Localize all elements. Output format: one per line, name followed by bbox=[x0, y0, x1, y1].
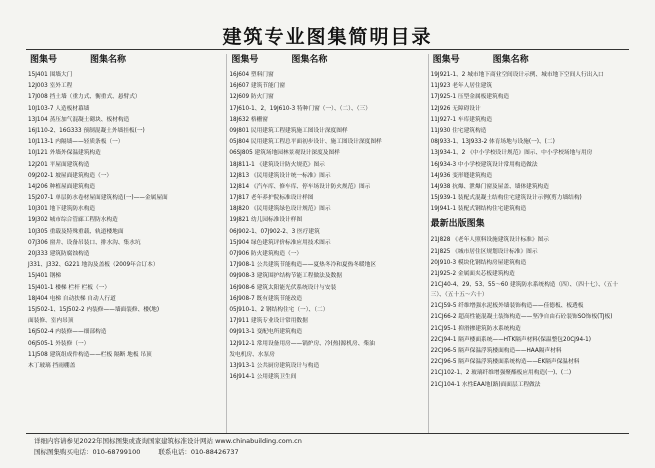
catalog-item: 12J912-1 常用设备用房——锅炉房、冷(热)源机房、柴油 bbox=[229, 340, 375, 347]
catalog-item: 10J121 外墙外保温建筑构造 bbox=[28, 150, 101, 157]
footer-website-note: 详细内容请参见2022年国标图集或查询国家建筑标准设计网站 www.chinabuilding.com.cn bbox=[34, 437, 302, 445]
catalog-list bbox=[227, 70, 427, 383]
catalog-item: 09J908-3 建筑围护结构节能工程做法及数据 bbox=[229, 273, 342, 280]
catalog-item: 15J904 绿色建筑评价标准应用技术图示 bbox=[229, 239, 331, 246]
catalog-item: 19J302 城市综合管廊工程防水构造 bbox=[28, 217, 118, 224]
catalog-item: 19J821 幼儿园标准设计样图 bbox=[229, 217, 303, 224]
catalog-item: 16J502-4 内装修——细部构造 bbox=[28, 329, 107, 336]
catalog-item: 12J201 平屋面建筑构造 bbox=[28, 161, 90, 168]
catalog-item: 发电机房、水泵房 bbox=[229, 351, 275, 358]
catalog-item: 10J305 重载及特殊重载、轨道楼地面 bbox=[28, 228, 124, 235]
catalog-item: 13J104 蒸压加气混凝土砌块、板材构造 bbox=[28, 116, 130, 123]
header-number: 图集号 bbox=[432, 55, 460, 65]
catalog-item: 21CJ102-1、2 玻璃纤维增强聚酯板应用构造(一)、(二) bbox=[430, 370, 572, 377]
catalog-item: 10J301 地下建筑防水构造 bbox=[28, 206, 96, 213]
catalog-item: 21J828 《老年人照料设施建筑设计标准》图示 bbox=[430, 237, 549, 244]
catalog-item: 面装修、室内吊顶 bbox=[28, 318, 74, 325]
catalog-item: 18J811-1 《建筑设计防火规范》图示 bbox=[229, 161, 325, 168]
latest-catalog-list bbox=[429, 235, 629, 390]
catalog-item: 17J911 建筑专业设计常用数据 bbox=[229, 318, 308, 325]
catalog-item: 11J927-1 车库建筑构造 bbox=[430, 116, 493, 123]
header-name: 图集名称 bbox=[492, 55, 529, 65]
catalog-item: 06J902-1、07J902-2、3 医疗建筑 bbox=[229, 228, 320, 235]
catalog-item: 12J814 《汽车库、修车库、停车场设计防火规范》图示 bbox=[229, 183, 371, 190]
catalog-item: 16J604 塑料门窗 bbox=[229, 72, 274, 78]
bottom-divider bbox=[26, 433, 629, 434]
catalog-item: 09J913-1 变配电所建筑构造 bbox=[229, 329, 303, 336]
catalog-column-3 bbox=[428, 54, 629, 434]
catalog-item: 11J923 老年人居住建筑 bbox=[430, 83, 493, 90]
top-divider bbox=[26, 49, 629, 50]
catalog-item: J331、J332、G221 地沟及盖板（2009年合订本） bbox=[28, 262, 159, 269]
catalog-item: 06J505-1 外装修（一） bbox=[28, 340, 90, 347]
catalog-list bbox=[26, 70, 226, 372]
header-number: 图集号 bbox=[30, 55, 58, 65]
catalog-item: 09J801 民用建筑工程建筑施工图设计深度图样 bbox=[229, 127, 348, 134]
catalog-item: 21CJ95-1 抑滑掺建筑防水系统构造 bbox=[430, 325, 521, 332]
header-name: 图集名称 bbox=[90, 55, 127, 65]
catalog-item: 16J908-6 建筑太阳能光伏系统设计与安装 bbox=[229, 284, 337, 291]
catalog-item: 14J936 变形缝建筑构造 bbox=[430, 172, 493, 179]
catalog-item: 21CJ104-1 水性EAA地(路)面面层工程做法 bbox=[430, 381, 541, 388]
catalog-item: 13J934-1、2 《中小学校设计规范》图示、中小学校场地与用房 bbox=[430, 150, 593, 157]
catalog-item: 17J008 挡土墙（重力式、衡重式、悬臂式） bbox=[28, 94, 141, 101]
catalog-item: 19J921-1、2 城市地下商业空间设计示例、城市地下空间人行出入口 bbox=[430, 72, 604, 78]
catalog-item: 14J938 抗爆、泄爆门窗及屋盖、墙体建筑构造 bbox=[430, 183, 549, 190]
catalog-item: 22CJ94-1 隔声楼面系统——HTK隔声材料(保温整包20CJ94-1) bbox=[430, 336, 591, 343]
catalog-item: 19J941-1 装配式钢结构住宅建筑构造 bbox=[430, 206, 527, 213]
catalog-item: 11J508 建筑组成件构造——栏板 隔断 地板 吊顶 bbox=[28, 351, 152, 358]
catalog-item: 16J908-7 既有建筑节能改造 bbox=[229, 295, 303, 302]
catalog-item: 21J925-2 金属面夹芯板建筑构造 bbox=[430, 271, 515, 277]
catalog-item: 12J926 无障碍设计 bbox=[430, 105, 481, 112]
catalog-item: 12J813 《民用建筑设计统一标准》图示 bbox=[229, 172, 331, 179]
catalog-item: 17J908-1 公共建筑节能构造——夏热冬冷和夏热冬暖地区 bbox=[229, 262, 377, 269]
column-header bbox=[26, 54, 226, 66]
catalog-item: 15J401 钢梯 bbox=[28, 273, 61, 280]
catalog-item: 18J632 格栅窗 bbox=[229, 116, 268, 123]
catalog-item: 22CJ96-5 隔声保温浮筑楼面构造——HAA隔声材料 bbox=[430, 347, 562, 354]
catalog-item: 15J401 围墙大门 bbox=[28, 72, 73, 78]
catalog-item: 木丁玻璃 挡雨棚盖 bbox=[28, 362, 76, 369]
catalog-item: 20J910-3 模块化钢结构房屋建筑构造 bbox=[430, 259, 527, 266]
catalog-item: 21CJ59-5 纤维增强水泥板外墙装饰构造——佳德板、板透板 bbox=[430, 303, 584, 310]
footer-contact-phone: 联系电话：010-88426737 bbox=[158, 448, 239, 456]
catalog-item: 07J306 窗井、设备吊装口、排水沟、集水坑 bbox=[28, 239, 141, 246]
catalog-item: 21J825 《城市居住区规划设计标准》图示 bbox=[430, 248, 538, 255]
catalog-item: 11J930 住宅建筑构造 bbox=[430, 127, 487, 134]
header-name: 图集名称 bbox=[291, 55, 328, 65]
page-title: 建筑专业图集简明目录 bbox=[222, 26, 433, 48]
catalog-item: 12J609 防火门窗 bbox=[229, 94, 274, 101]
catalog-item: 15J207-1 单层防水卷材屋面建筑构造(一)——金属屋面 bbox=[28, 195, 168, 202]
catalog-column-2 bbox=[226, 54, 427, 434]
catalog-item: 17J817 老年养护院标准设计样图 bbox=[229, 195, 314, 202]
catalog-item: 15J502-1、15J502-2 内装修——墙面装修、楼(地) bbox=[28, 306, 160, 313]
catalog-item: 17J925-1 压型金属板建筑构造 bbox=[430, 94, 510, 101]
latest-section-title: 最新出版图集 bbox=[430, 219, 485, 230]
footer-purchase-phone: 国标图集购买电话：010-68799100 bbox=[34, 448, 141, 456]
catalog-item: 09J202-1 坡屋面建筑构造（一） bbox=[28, 172, 113, 179]
column-header bbox=[227, 54, 427, 66]
catalog-item: 21CJ66-2 超高性能混凝土装饰构造——坚净自由石砼装饰SO饰板(TJ板) bbox=[430, 314, 613, 321]
header-number: 图集号 bbox=[231, 55, 259, 65]
catalog-item: 06SJ805 建筑场地园林景观设计深度及图样 bbox=[229, 150, 340, 157]
catalog-item: 15J939-1 装配式混凝土结构住宅建筑设计示例(剪力墙结构) bbox=[430, 195, 582, 202]
catalog-item: 10J103-7 人造板材幕墙 bbox=[28, 105, 90, 112]
catalog-column-1 bbox=[26, 54, 226, 434]
catalog-item: 16J914-1 公用建筑卫生间 bbox=[229, 374, 297, 381]
catalog-item: 16J934-3 中小学校建筑设计常用构造做法 bbox=[430, 161, 538, 168]
catalog-item: 13J913-1 公共厨房建筑设计与构造 bbox=[229, 362, 320, 369]
catalog-item: 17J610-1、2，19J610-3 特种门窗（一）、（二）、（三） bbox=[229, 105, 371, 112]
footer bbox=[34, 436, 302, 458]
catalog-item: 15J401-1 楼梯 栏杆 栏板（一） bbox=[28, 284, 111, 291]
catalog-item: 07J906 防火建筑构造（一） bbox=[229, 251, 303, 257]
catalog-item: 05J910-1、2 钢结构住宅（一）、（二） bbox=[229, 306, 329, 313]
catalog-item: 20J333 建筑防腐蚀构造 bbox=[28, 251, 90, 257]
catalog-list bbox=[429, 70, 629, 215]
catalog-item: 05J804 民用建筑工程总平面初步设计、施工图设计深度图样 bbox=[229, 139, 382, 146]
catalog-item: 18J820 《民用建筑绿色设计规范》图示 bbox=[229, 206, 331, 213]
catalog-item: 12J003 室外工程 bbox=[28, 83, 73, 90]
column-header bbox=[429, 54, 629, 66]
catalog-item: 16J110-2、16G333 预制混凝土外墙挂板(一) bbox=[28, 127, 145, 134]
catalog-item: 21CJ40-4、29、53、55～60 建筑防水系统构造（四）、（四十七）、（五十三）、（五十五～六十） bbox=[430, 282, 618, 299]
catalog-item: 18J404 电梯 自动扶梯 自动人行道 bbox=[28, 295, 116, 302]
catalog-item: 14J206 种植屋面建筑构造 bbox=[28, 183, 96, 190]
catalog-item: 10J113-1 内隔墙——轻质条板（一） bbox=[28, 139, 124, 146]
catalog-item: 16J607 建筑节能门窗 bbox=[229, 83, 286, 90]
catalog-item: 22CJ96-5 隔声保温浮筑楼面系统构造——EK隔声保温材料 bbox=[430, 359, 580, 366]
catalog-columns bbox=[26, 54, 629, 434]
catalog-item: 08J933-1、13J933-2 体育场地与设施(一)、(二) bbox=[430, 139, 555, 146]
